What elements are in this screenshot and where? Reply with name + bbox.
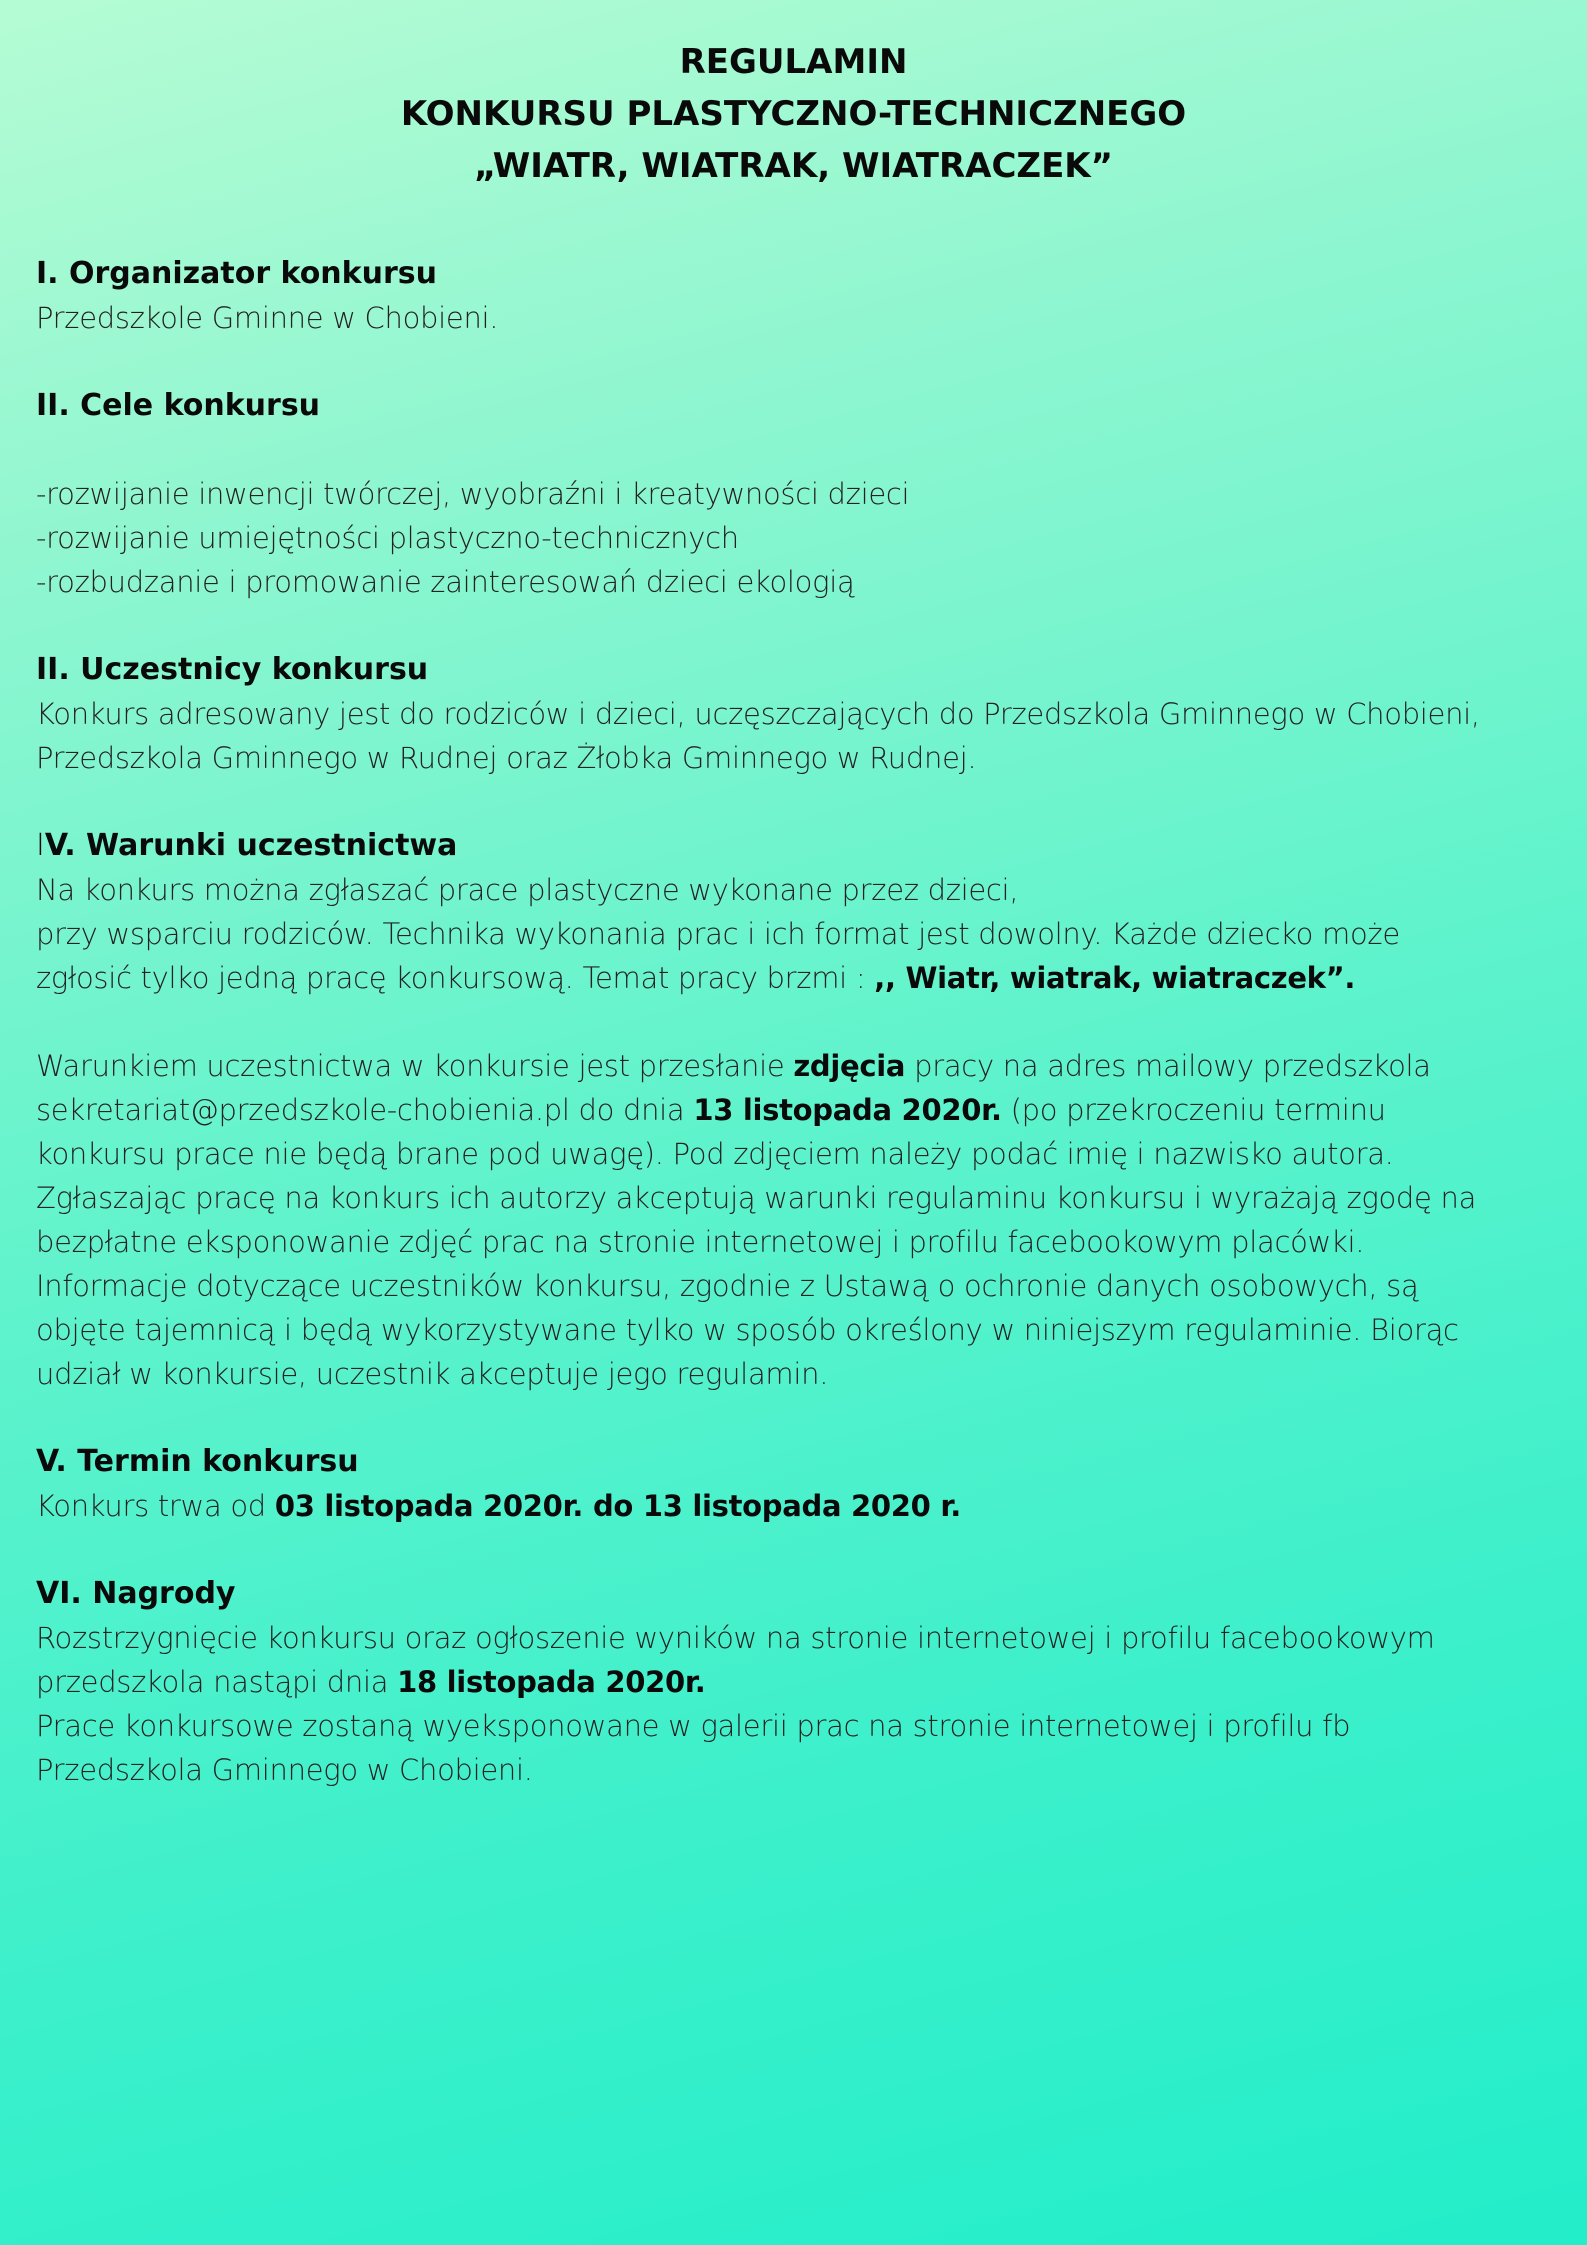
section-heading: V. Termin konkursu: [36, 1444, 359, 1479]
section-text-line: [36, 1660, 1551, 1704]
section-prizes: [36, 1572, 1551, 1792]
section-text-line: bezpłatne eksponowanie zdjęć prac na stronie internetowej i profilu facebookowym placówki.: [36, 1225, 1365, 1259]
regulation-document: [36, 36, 1551, 1836]
heading-prefix: I: [36, 828, 45, 863]
section-text-line: [36, 1044, 1551, 1088]
text-span: przedszkola nastąpi dnia: [36, 1665, 398, 1699]
bold-span: zdjęcia: [793, 1049, 906, 1083]
title-line-2: KONKURSU PLASTYCZNO-TECHNICZNEGO: [400, 94, 1187, 134]
section-text-line: [36, 956, 1551, 1000]
title-line-3: „WIATR, WIATRAK, WIATRACZEK”: [473, 146, 1113, 186]
section-goals: [36, 384, 1551, 604]
section-text-line: Prace konkursowe zostaną wyeksponowane w galerii prac na stronie internetowej i profilu fb: [36, 1709, 1351, 1743]
section-text-line: Konkurs adresowany jest do rodziców i dzieci, uczęszczających do Przedszkola Gminnego w Chobieni,: [36, 697, 1480, 731]
section-heading: II. Cele konkursu: [36, 388, 321, 423]
section-text-line: udział w konkursie, uczestnik akceptuje jego regulamin.: [36, 1357, 829, 1391]
document-title: [36, 36, 1551, 192]
section-text-line: Przedszkola Gminnego w Chobieni.: [36, 1753, 533, 1787]
email-text: sekretariat@przedszkole-chobienia.pl do dnia: [36, 1093, 694, 1127]
section-text-line: konkursu prace nie będą brane pod uwagę). Pod zdjęciem należy podać imię i nazwisko autora.: [36, 1137, 1394, 1171]
section-conditions: [36, 824, 1551, 1396]
deadline-bold: 13 listopada 2020r.: [693, 1093, 1002, 1127]
section-heading: I. Organizator konkursu: [36, 256, 437, 291]
section-text-line: Na konkurs można zgłaszać prace plastyczne wykonane przez dzieci,: [36, 873, 1019, 907]
section-text: Przedszkole Gminne w Chobieni.: [36, 301, 499, 335]
section-text-line: [36, 1088, 1551, 1132]
section-text-line: objęte tajemnicą i będą wykorzystywane tylko w sposób określony w niniejszym regulaminie. Biorąc: [36, 1313, 1459, 1347]
text-span: (po przekroczeniu terminu: [1001, 1093, 1386, 1127]
date-bold: 18 listopada 2020r.: [397, 1665, 706, 1699]
title-line-1: REGULAMIN: [679, 42, 908, 82]
section-text-line: Zgłaszając pracę na konkurs ich autorzy akceptują warunki regulaminu konkursu i wyrażają zgodę na: [36, 1181, 1477, 1215]
goal-item: -rozwijanie umiejętności plastyczno-technicznych: [36, 521, 739, 555]
section-heading: II. Uczestnicy konkursu: [36, 652, 429, 687]
text-span: Warunkiem uczestnictwa w konkursie jest przesłanie: [36, 1049, 794, 1083]
section-participants: [36, 648, 1551, 780]
section-text-line: [36, 1484, 1551, 1528]
dates-bold: 03 listopada 2020r. do 13 listopada 2020 r.: [274, 1489, 961, 1523]
section-heading: [36, 824, 1551, 868]
goal-item: -rozbudzanie i promowanie zainteresowań dzieci ekologią: [36, 565, 855, 599]
text-span: Konkurs trwa od: [36, 1489, 275, 1523]
section-text-line: Przedszkola Gminnego w Rudnej oraz Żłobka Gminnego w Rudnej.: [36, 741, 977, 775]
heading-rest: V. Warunki uczestnictwa: [44, 828, 458, 863]
section-term: [36, 1440, 1551, 1528]
section-text-line: przy wsparciu rodziców. Technika wykonania prac i ich format jest dowolny. Każde dziecko może: [36, 917, 1400, 951]
section-text-line: Rozstrzygnięcie konkursu oraz ogłoszenie wyników na stronie internetowej i profilu facebookowym: [36, 1621, 1435, 1655]
text-span: zgłosić tylko jedną pracę konkursową. Temat pracy brzmi :: [36, 961, 875, 995]
goal-item: -rozwijanie inwencji twórczej, wyobraźni i kreatywności dzieci: [36, 477, 910, 511]
text-span: pracy na adres mailowy przedszkola: [905, 1049, 1431, 1083]
topic-bold: ,, Wiatr, wiatrak, wiatraczek”.: [874, 961, 1356, 995]
section-text-line: Informacje dotyczące uczestników konkursu, zgodnie z Ustawą o ochronie danych osobowych, są: [36, 1269, 1419, 1303]
section-organizer: [36, 252, 1551, 340]
section-heading: VI. Nagrody: [36, 1576, 236, 1611]
